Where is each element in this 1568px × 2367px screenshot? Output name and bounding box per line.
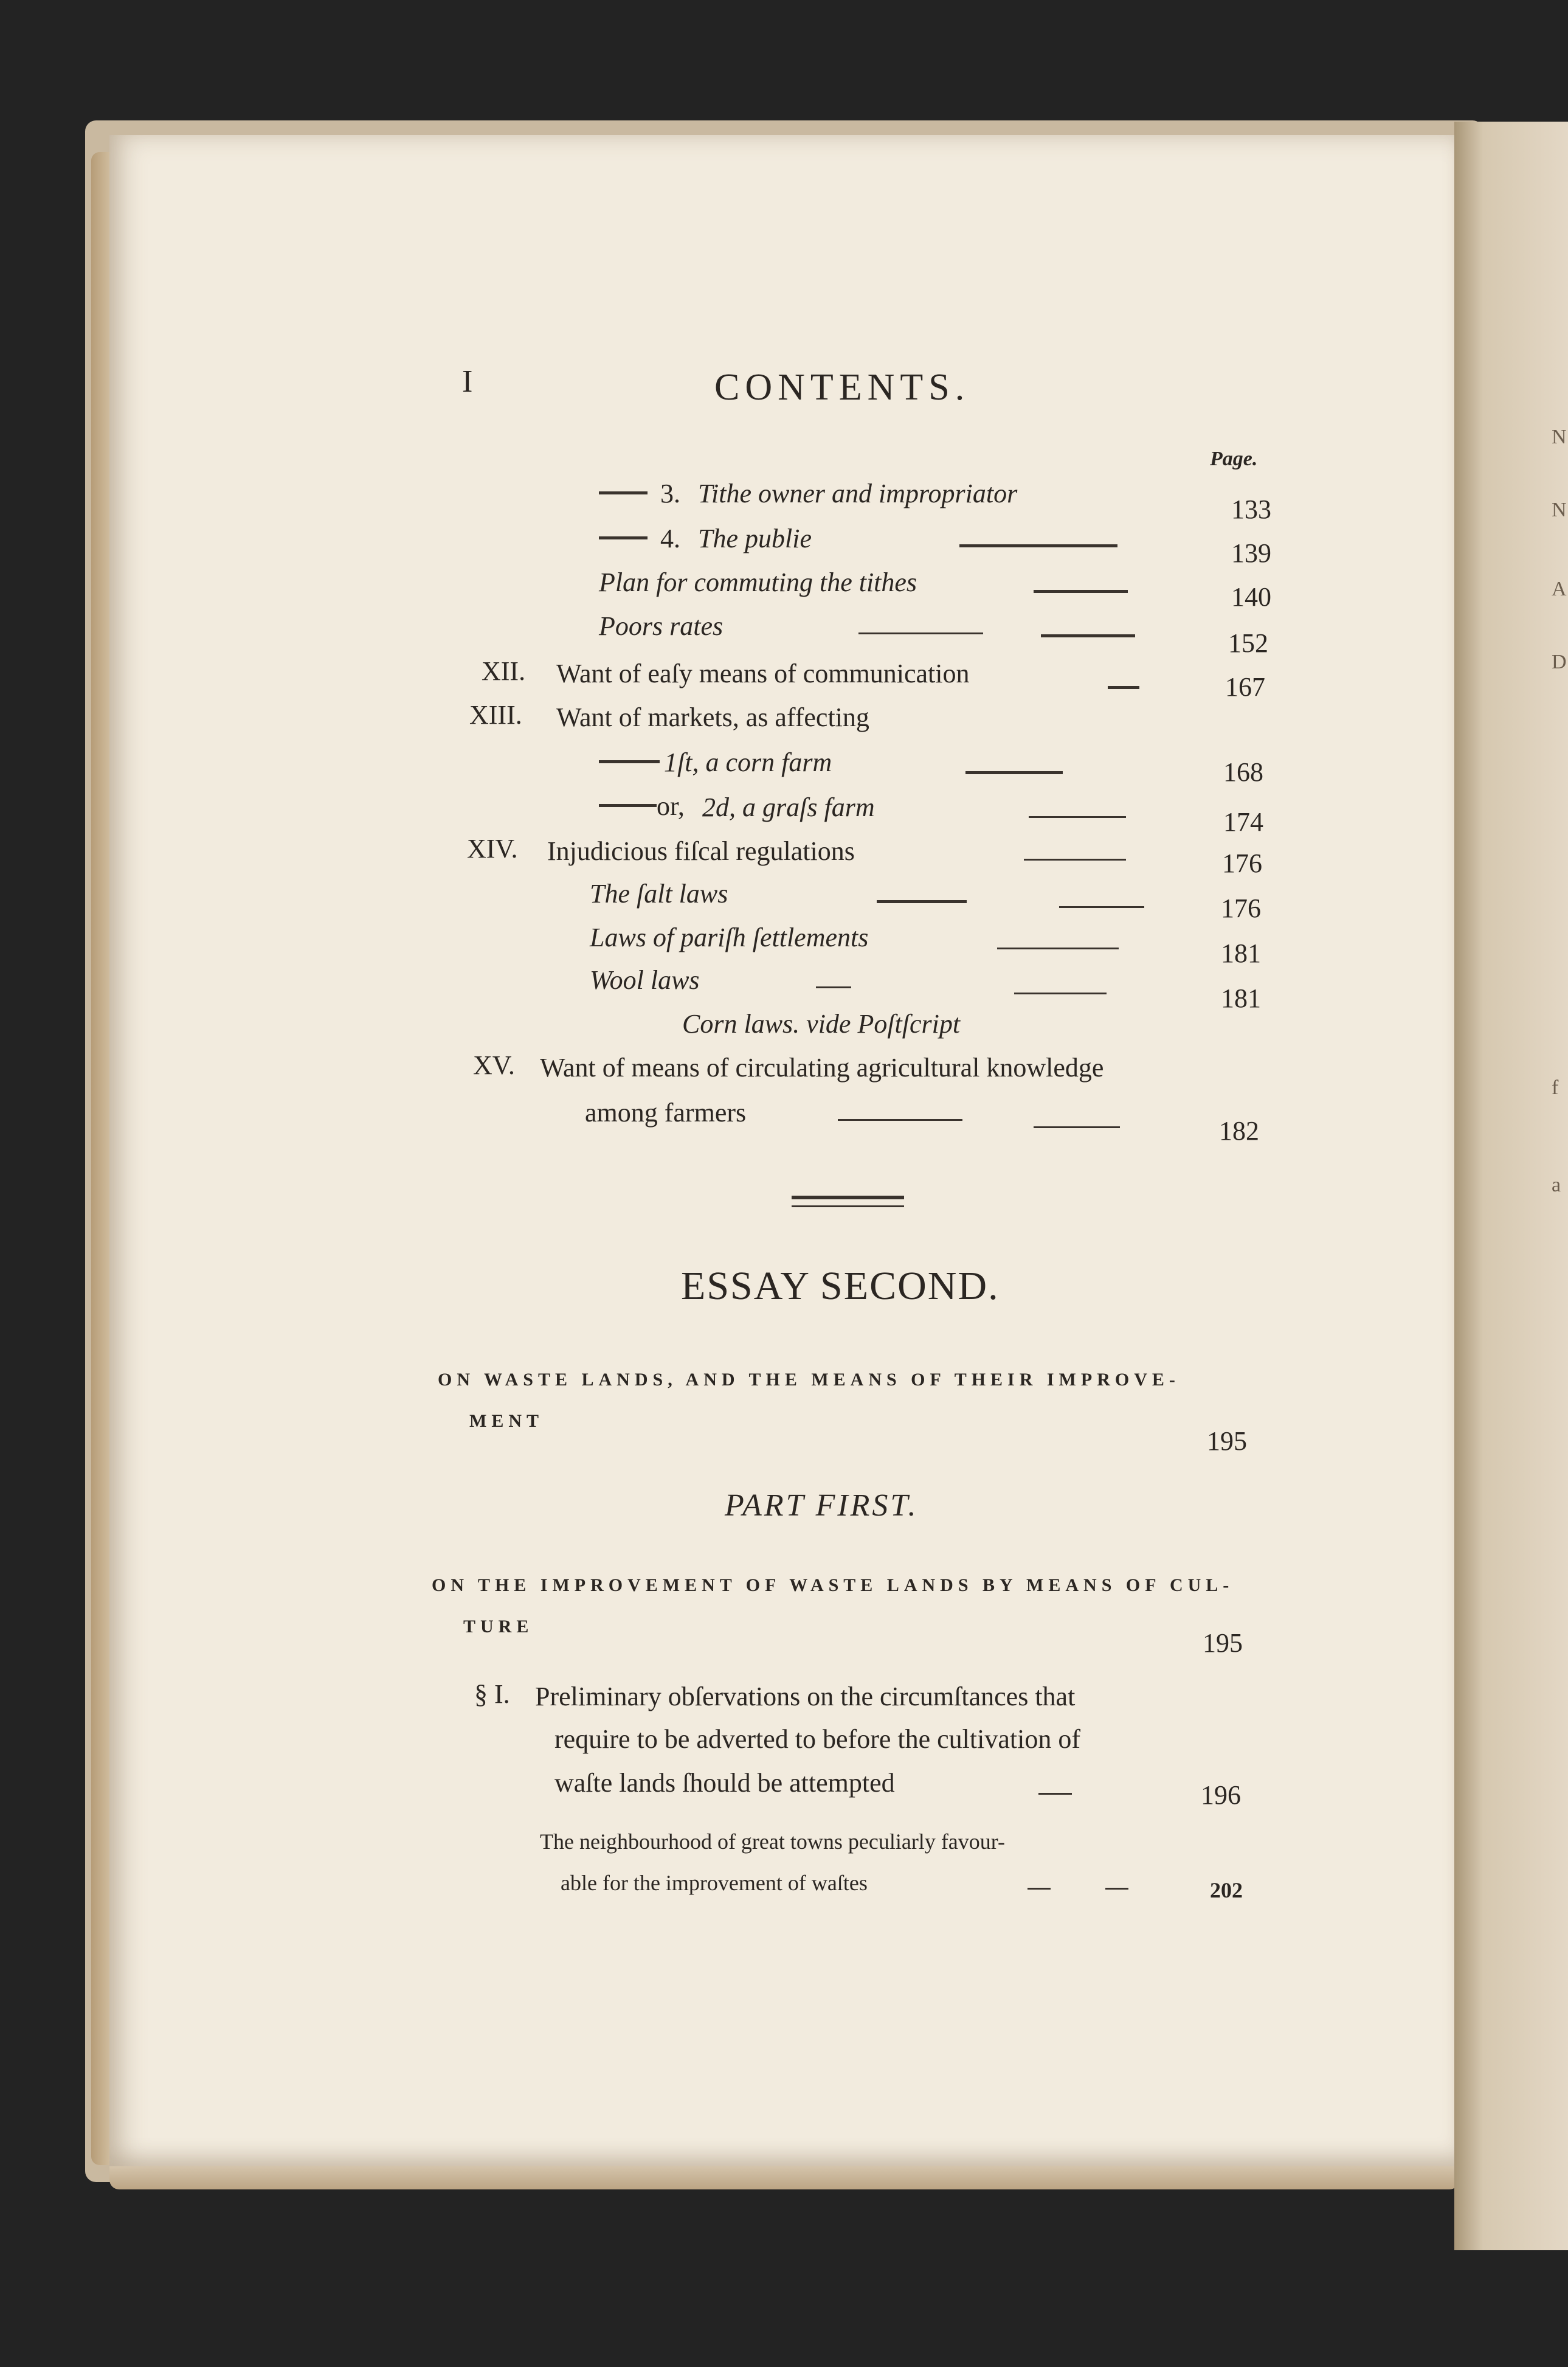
leader-dash [599,804,657,807]
toc-entry-page: 152 [1228,628,1268,658]
toc-entry-label: Laws of pariſh ſettlements [590,923,869,952]
essay-subtitle-page: 195 [1207,1426,1247,1456]
toc-entry-number: XIV. [467,834,518,864]
next-page-mark: D [1552,651,1567,673]
toc-entry-label: Want of markets, as affecting [556,702,869,732]
leader-dash [1108,686,1139,689]
toc-entry-label: Tithe owner and impropriator [698,479,1018,508]
toc-entry-page: 140 [1231,582,1271,612]
toc-entry-label: Corn laws. vide Poſtſcript [682,1009,961,1039]
leader-dash [1105,1888,1128,1890]
leader-rule [1034,590,1128,593]
toc-entry-label: Want of means of circulating agricultural knowledge [540,1053,1104,1083]
toc-entry-prefix: or, [657,791,685,821]
toc-entry-label: Want of eaſy means of communication [556,659,970,688]
part-title: PART FIRST. [725,1488,919,1523]
leader-dash [599,491,648,494]
leader-rule [1014,993,1107,994]
toc-entry-prefix: 3. [660,479,680,508]
toc-entry-label: The ſalt laws [590,879,728,909]
toc-entry-page: 181 [1221,983,1261,1013]
toc-entry-page: 176 [1222,848,1262,878]
toc-entry-page: 176 [1221,893,1261,923]
leader-rule [838,1119,962,1121]
ornament-rule-top [792,1196,904,1199]
leader-rule [997,948,1119,949]
page-title: CONTENTS. [714,367,970,408]
leader-rule [1024,859,1126,861]
essay-subtitle-line2: MENT [469,1411,544,1431]
margin-mark: I [462,364,473,399]
toc-entry-page: 133 [1231,494,1271,524]
toc-entry-label: 1ſt, a corn farm [664,747,832,777]
ornament-rule-bottom [792,1205,904,1207]
section-line: waſte lands ſhould be attempted [554,1768,895,1798]
toc-entry-page: 181 [1221,938,1261,968]
next-page-mark: f [1552,1076,1559,1099]
toc-entry-page: 174 [1223,807,1263,837]
toc-entry-label: Injudicious fiſcal regulations [547,836,855,866]
toc-entry-label: among farmers [585,1098,747,1128]
toc-entry-number: XV. [473,1050,515,1080]
subsection-page: 202 [1210,1878,1243,1902]
leader-rule [858,632,983,634]
leader-rule [1041,634,1135,637]
toc-entry-label: The publie [698,524,812,553]
next-page-mark: a [1552,1174,1561,1196]
leader-dash [1027,1888,1051,1890]
page-column-head: Page. [1210,448,1258,470]
leader-dash [1038,1793,1072,1795]
toc-entry-label: Wool laws [590,965,700,995]
leader-rule [1029,816,1126,818]
toc-entry-page: 167 [1225,672,1265,702]
toc-entry-label: 2d, a graſs farm [702,792,875,822]
toc-entry-number: XIII. [469,700,522,730]
book-page [109,135,1459,2166]
toc-entry-label: Plan for commuting the tithes [599,567,917,597]
toc-entry-label: Poors rates [599,611,724,641]
part-subtitle-page: 195 [1203,1628,1243,1658]
part-subtitle-line1: ON THE IMPROVEMENT OF WASTE LANDS BY MEANS OF CUL- [432,1575,1234,1595]
toc-entry-prefix: 4. [660,524,680,553]
leader-rule [1059,906,1144,908]
section-number: § I. [474,1679,510,1709]
section-page: 196 [1201,1780,1241,1810]
subsection-line: able for the improvement of waſtes [561,1871,868,1895]
leader-rule [877,900,967,903]
leader-rule [1034,1126,1120,1128]
part-subtitle-line2: TURE [463,1617,534,1637]
toc-entry-page: 139 [1231,538,1271,568]
leader-dash [599,760,660,763]
section-line: require to be adverted to before the cultivation of [554,1724,1080,1754]
subsection-line: The neighbourhood of great towns peculiarly favour- [540,1829,1006,1854]
next-page-mark: A [1552,578,1567,600]
leader-dash [816,986,851,988]
essay-subtitle-line1: ON WASTE LANDS, AND THE MEANS OF THEIR IMPROVE- [438,1370,1180,1390]
toc-entry-page: 182 [1219,1116,1259,1146]
essay-title: ESSAY SECOND. [681,1264,1000,1308]
next-page-edge [1454,122,1568,2250]
leader-dash [599,536,648,539]
leader-rule [965,771,1063,774]
toc-entry-number: XII. [482,656,526,686]
section-line: Preliminary obſervations on the circumſtances that [535,1682,1076,1711]
next-page-mark: N [1552,499,1567,521]
leader-rule [959,544,1117,547]
next-page-mark: N [1552,426,1567,448]
toc-entry-page: 168 [1223,757,1263,787]
